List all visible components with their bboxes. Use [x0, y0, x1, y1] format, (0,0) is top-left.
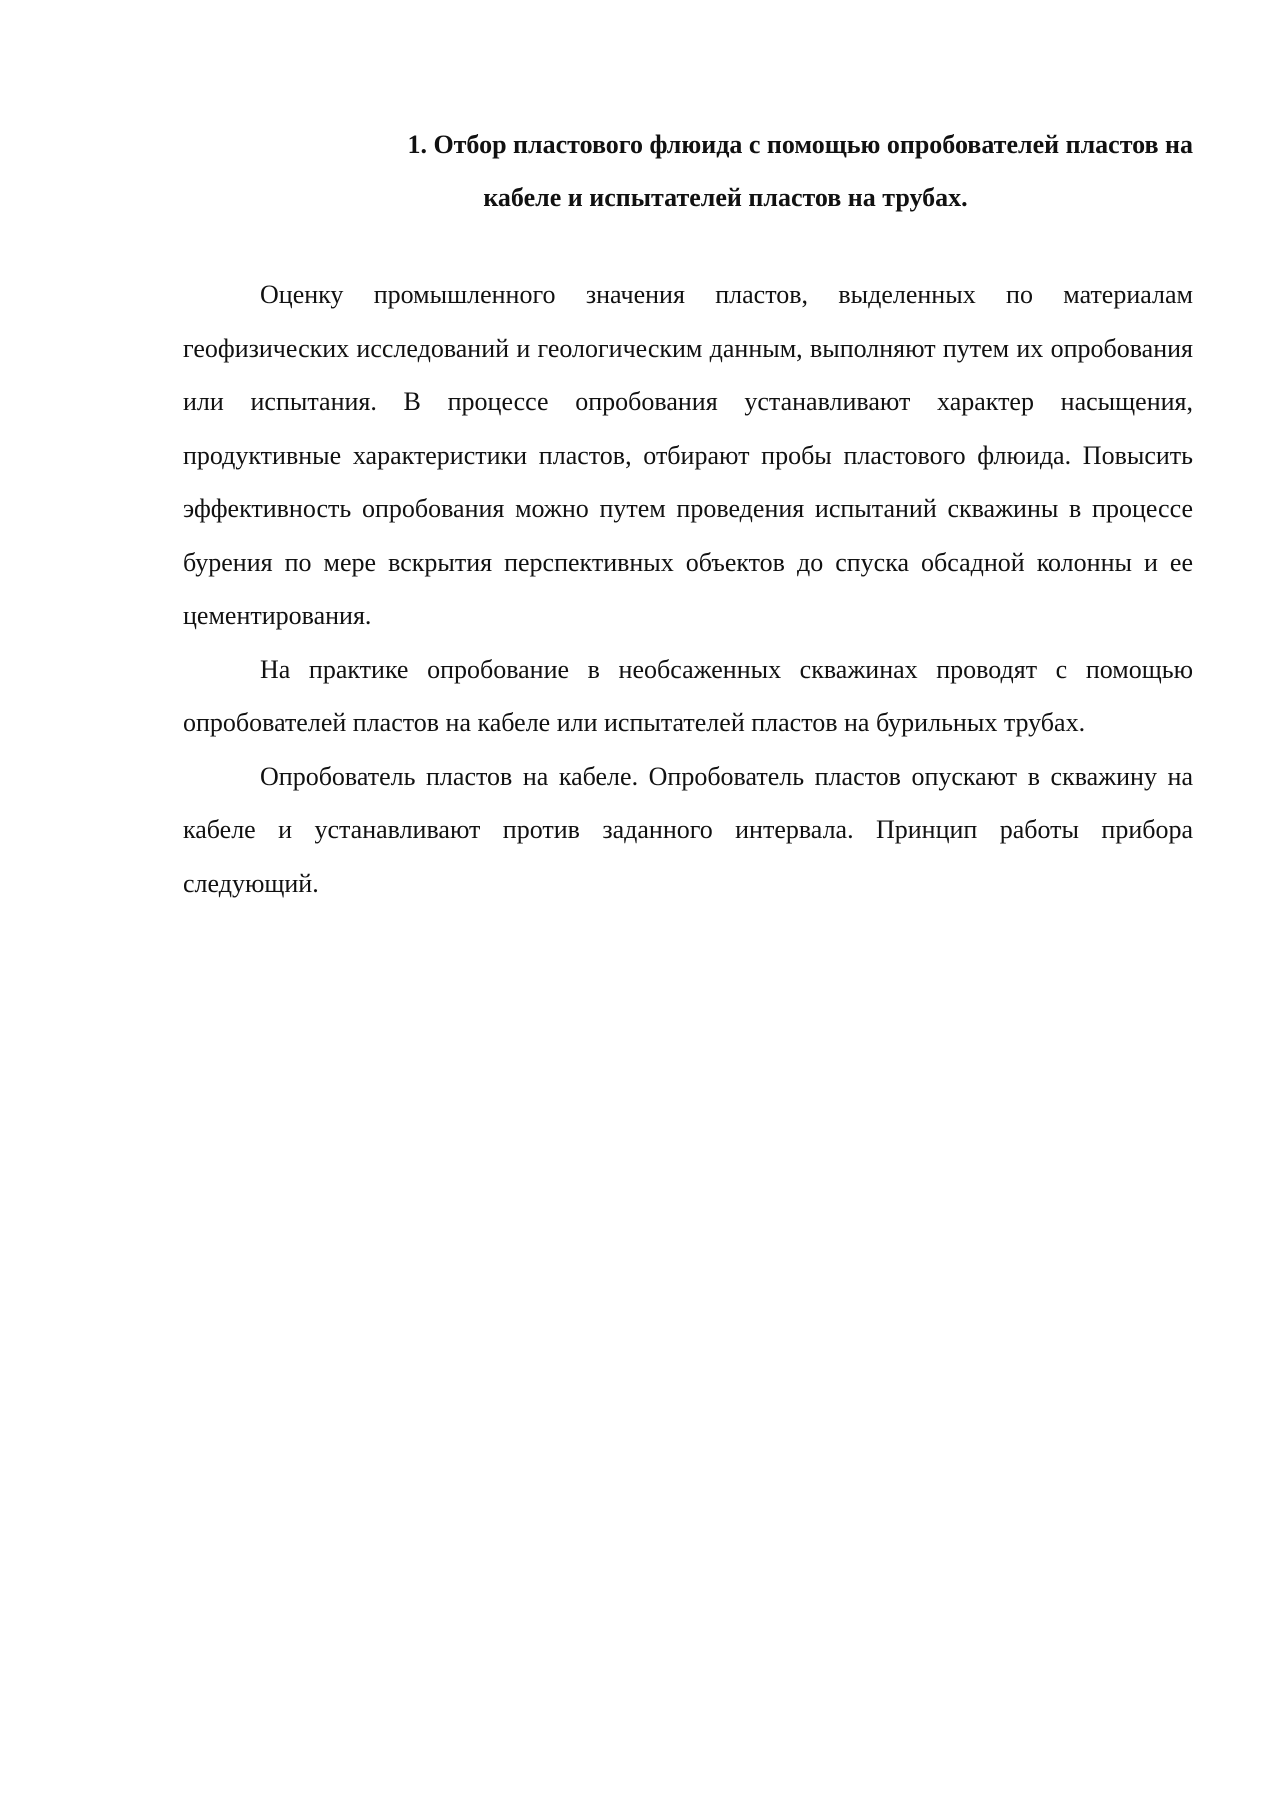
- paragraph-cable-tester: Опробователь пластов на кабеле. Опробователь пластов опускают в скважину на кабеле и устанавливают против заданного интервала. Принцип работы прибора следующий.: [183, 761, 1193, 898]
- body-text: [183, 268, 1193, 910]
- section-heading-line-2: кабеле и испытателей пластов на трубах.: [483, 183, 968, 212]
- paragraph-intro: Оценку промышленного значения пластов, выделенных по материалам геофизических исследований и геологическим данным, выполняют путем их опробования или испытания. В процессе опробования устанавливают характер насыщения, продуктивные характеристики пластов, отбирают пробы пластового флюида. Повысить эффективность опробования можно путем проведения испытаний скважины в процессе бурения по мере вскрытия перспективных объектов до спуска обсадной колонны и ее цементирования.: [183, 280, 1193, 630]
- section-heading-line-1: 1. Отбор пластового флюида с помощью опробователей пластов на: [407, 130, 1193, 159]
- section-heading: [183, 118, 1193, 224]
- paragraph-practice: На практике опробование в необсаженных скважинах проводят с помощью опробователей пластов на кабеле или испытателей пластов на бурильных трубах.: [183, 654, 1193, 737]
- page-content: [183, 118, 1193, 910]
